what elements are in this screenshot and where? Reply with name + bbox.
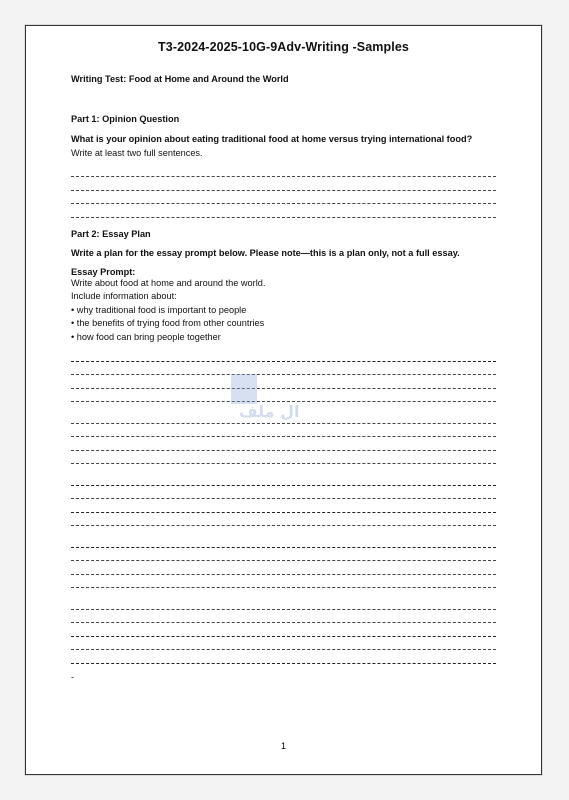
answer-line-group: [71, 596, 496, 664]
essay-prompt-line: Write about food at home and around the world.: [71, 277, 266, 288]
answer-line: [71, 472, 496, 486]
answer-line: [71, 486, 496, 500]
document-title: T3-2024-2025-10G-9Adv-Writing -Samples: [158, 40, 409, 54]
page-number: 1: [280, 741, 286, 751]
essay-prompt-label: Essay Prompt:: [71, 266, 136, 277]
essay-prompt-bullet: • why traditional food is important to people: [71, 304, 247, 315]
answer-line: [71, 513, 496, 527]
answer-line: [71, 637, 496, 651]
answer-line: [71, 177, 496, 191]
part2-heading: Part 2: Essay Plan: [71, 228, 151, 239]
answer-line: [71, 348, 496, 362]
answer-line: [71, 534, 496, 548]
answer-line: [71, 204, 496, 218]
part1-instruction: Write at least two full sentences.: [71, 147, 203, 158]
answer-line: [71, 499, 496, 513]
answer-line: [71, 561, 496, 575]
part1-answer-lines: [71, 164, 496, 218]
answer-line: [71, 650, 496, 664]
answer-line: [71, 191, 496, 205]
page-content: [71, 36, 496, 682]
watermark-text: ال ملف: [239, 402, 300, 421]
end-mark: -: [71, 671, 74, 682]
answer-line: [71, 437, 496, 451]
answer-line: [71, 623, 496, 637]
answer-line-group: [71, 472, 496, 526]
answer-line: [71, 548, 496, 562]
watermark-block: [231, 374, 257, 404]
answer-line: [71, 610, 496, 624]
part2-instruction: Write a plan for the essay prompt below. Please note—this is a plan only, not a full essay.: [71, 247, 460, 258]
essay-prompt-bullet: • the benefits of trying food from other countries: [71, 318, 265, 329]
essay-prompt-line: Include information about:: [71, 291, 177, 302]
answer-line: [71, 451, 496, 465]
answer-line: [71, 575, 496, 589]
watermark-logo: [231, 374, 351, 434]
document-page: [25, 25, 542, 775]
test-title: Writing Test: Food at Home and Around the World: [71, 74, 289, 84]
answer-line-group: [71, 534, 496, 588]
essay-prompt-bullet: • how food can bring people together: [71, 331, 221, 342]
answer-line: [71, 164, 496, 178]
answer-line: [71, 596, 496, 610]
part1-heading: Part 1: Opinion Question: [71, 114, 180, 124]
part1-question: What is your opinion about eating traditional food at home versus trying international food?: [71, 134, 473, 144]
